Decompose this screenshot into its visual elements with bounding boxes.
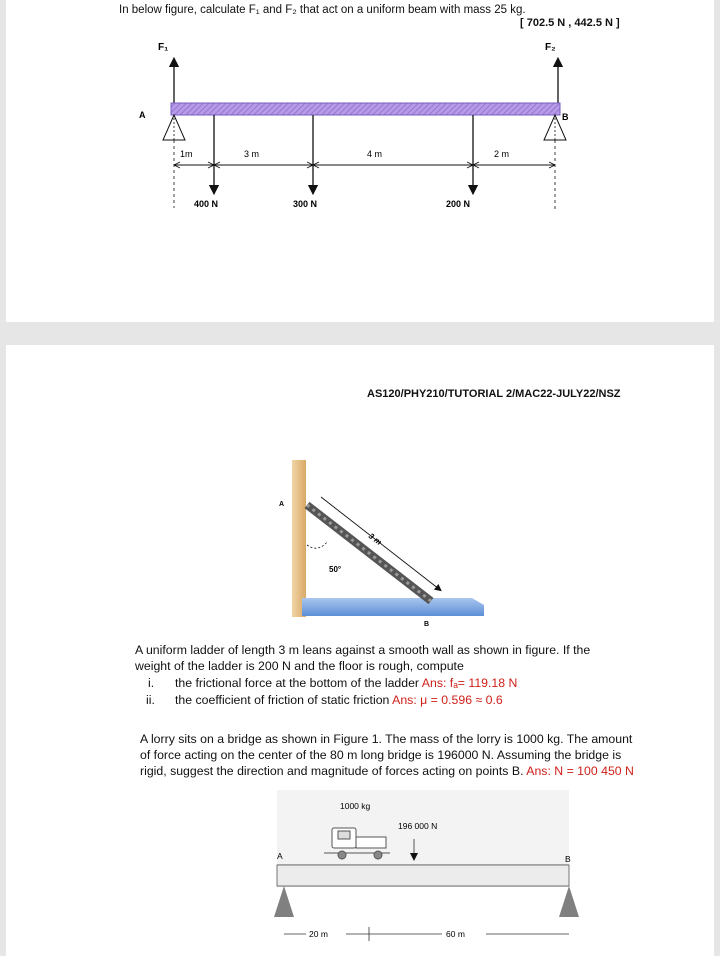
uniform-beam: [171, 103, 560, 115]
dim-1m: 1m: [180, 149, 193, 159]
lorry-mass-label: 1000 kg: [340, 801, 371, 811]
load-300-label: 300 N: [293, 199, 318, 209]
ladder-length-label: 3 m: [366, 531, 384, 547]
ladder-item-1-answer: Ans: fₐ= 119.18 N: [421, 676, 518, 690]
support-a-icon: [274, 886, 294, 917]
ladder-text-line1: A uniform ladder of length 3 m leans against a smooth wall as shown in figure. If the: [135, 643, 591, 657]
course-header: AS120/PHY210/TUTORIAL 2/MAC22-JULY22/NSZ: [367, 388, 621, 400]
beam-diagram: [6, 0, 714, 322]
dim-60m: 60 m: [446, 929, 465, 939]
dim-2m: 2 m: [494, 149, 510, 159]
lorry-text-line1: A lorry sits on a bridge as shown in Figure 1. The mass of the lorry is 1000 kg. The amount: [140, 732, 633, 746]
ladder-item-1-num: i.: [148, 676, 155, 690]
bridge-deck: [277, 865, 569, 886]
lorry-answer: Ans: N = 100 450 N: [526, 764, 634, 778]
problem-1-question: In below figure, calculate F₁ and F₂ that act on a uniform beam with mass 25 kg.: [119, 4, 526, 16]
support-b-icon: [559, 886, 579, 917]
ladder-item-2-answer: Ans: μ = 0.596 ≈ 0.6: [392, 693, 503, 707]
ladder-text-line2: weight of the ladder is 200 N and the floor is rough, compute: [135, 659, 464, 673]
problem-2-card: [6, 345, 714, 956]
load-200-label: 200 N: [446, 199, 471, 209]
problem-1-card: [6, 0, 714, 322]
dim-20m: 20 m: [309, 929, 328, 939]
dim-3m: 3 m: [244, 149, 260, 159]
lorry-text-line3: rigid, suggest the direction and magnitude of forces acting on points B. Ans: N = 100 450 N: [140, 764, 634, 778]
ladder-label-a: A: [279, 501, 285, 508]
ladder-label-b: B: [424, 621, 430, 628]
bridge-diagram: [274, 790, 579, 941]
f2-label: F₂: [545, 42, 556, 53]
angle-label: 50°: [329, 565, 342, 574]
f1-label: F₁: [158, 42, 169, 53]
lorry-text-line2: of force acting on the center of the 80 m long bridge is 196000 N. Assuming the bridge is: [140, 748, 622, 762]
dim-4m: 4 m: [367, 149, 383, 159]
problem-1-answer: [ 702.5 N , 442.5 N ]: [520, 17, 620, 29]
load-400-label: 400 N: [194, 199, 219, 209]
ladder: [307, 505, 431, 601]
ladder-item-1: the frictional force at the bottom of the ladder Ans: fₐ= 119.18 N: [175, 676, 518, 690]
ladder-item-2: the coefficient of friction of static friction Ans: μ = 0.596 ≈ 0.6: [175, 693, 503, 707]
ladder-item-2-num: ii.: [146, 693, 155, 707]
bridge-label-a: A: [277, 851, 283, 861]
label-a: A: [139, 110, 146, 120]
label-b: B: [562, 112, 569, 122]
floor: [302, 598, 484, 616]
bridge-force-label: 196 000 N: [398, 821, 438, 831]
bridge-label-b: B: [565, 854, 571, 864]
wall: [292, 460, 306, 617]
